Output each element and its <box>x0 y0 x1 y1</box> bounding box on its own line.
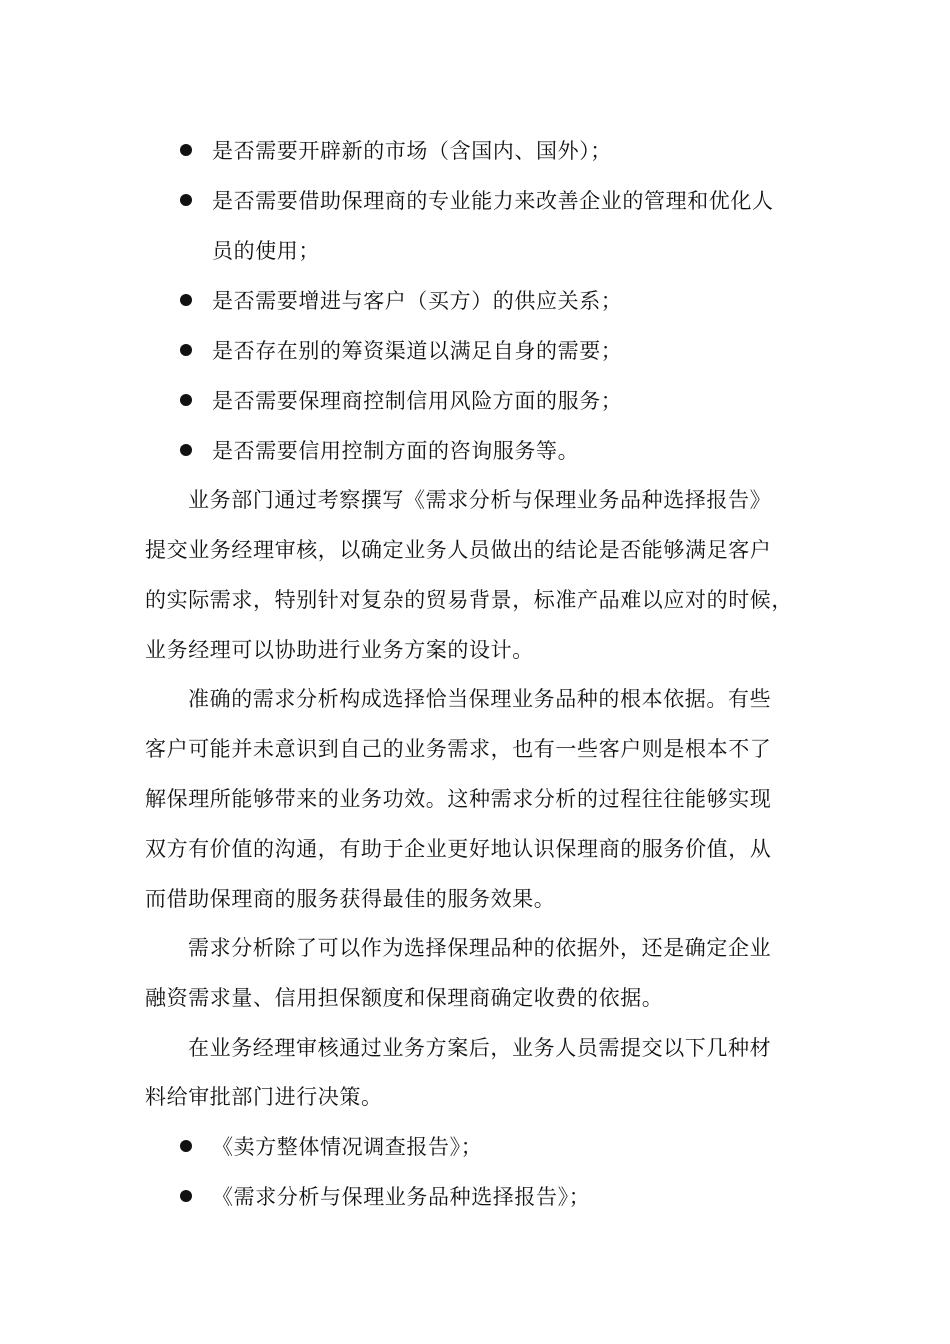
paragraph-line: 的实际需求，特别针对复杂的贸易背景，标准产品难以应对的时候， <box>145 588 793 612</box>
paragraph-line: 业务部门通过考察撰写《需求分析与保理业务品种选择报告》 <box>188 488 772 512</box>
bullet-icon <box>180 444 192 456</box>
paragraph-line: 业务经理可以协助进行业务方案的设计。 <box>145 638 534 662</box>
bullet-text: 《卖方整体情况调查报告》； <box>212 1135 483 1159</box>
bullet-text: 是否需要保理商控制信用风险方面的服务； <box>212 389 623 413</box>
bullet-text-continuation: 员的使用； <box>212 239 320 263</box>
paragraph-line: 料给审批部门进行决策。 <box>145 1085 383 1109</box>
paragraph-line: 而借助保理商的服务获得最佳的服务效果。 <box>145 887 556 911</box>
bullet-text: 是否需要增进与客户（买方）的供应关系； <box>212 289 623 313</box>
paragraph-line: 提交业务经理审核，以确定业务人员做出的结论是否能够满足客户 <box>145 538 772 562</box>
bullet-icon <box>180 294 192 306</box>
bullet-icon <box>180 1140 192 1152</box>
bullet-text: 是否需要开辟新的市场（含国内、国外）； <box>212 139 612 163</box>
paragraph-line: 需求分析除了可以作为选择保理品种的依据外，还是确定企业 <box>188 936 772 960</box>
bullet-icon <box>180 144 192 156</box>
paragraph-line: 解保理所能够带来的业务功效。这种需求分析的过程往往能够实现 <box>145 787 772 811</box>
bullet-icon <box>180 394 192 406</box>
bullet-text: 《需求分析与保理业务品种选择报告》； <box>212 1185 591 1209</box>
bullet-icon <box>180 344 192 356</box>
bullet-text: 是否存在别的筹资渠道以满足自身的需要； <box>212 339 623 363</box>
paragraph-line: 融资需求量、信用担保额度和保理商确定收费的依据。 <box>145 986 664 1010</box>
paragraph-line: 准确的需求分析构成选择恰当保理业务品种的根本依据。有些 <box>188 687 772 711</box>
paragraph-line: 在业务经理审核通过业务方案后，业务人员需提交以下几种材 <box>188 1036 772 1060</box>
paragraph-line: 客户可能并未意识到自己的业务需求，也有一些客户则是根本不了 <box>145 737 772 761</box>
paragraph-line: 双方有价值的沟通，有助于企业更好地认识保理商的服务价值，从 <box>145 837 772 861</box>
bullet-text: 是否需要信用控制方面的咨询服务等。 <box>212 439 580 463</box>
bullet-icon <box>180 1190 192 1202</box>
bullet-icon <box>180 194 192 206</box>
bullet-text: 是否需要借助保理商的专业能力来改善企业的管理和优化人 <box>212 189 774 213</box>
